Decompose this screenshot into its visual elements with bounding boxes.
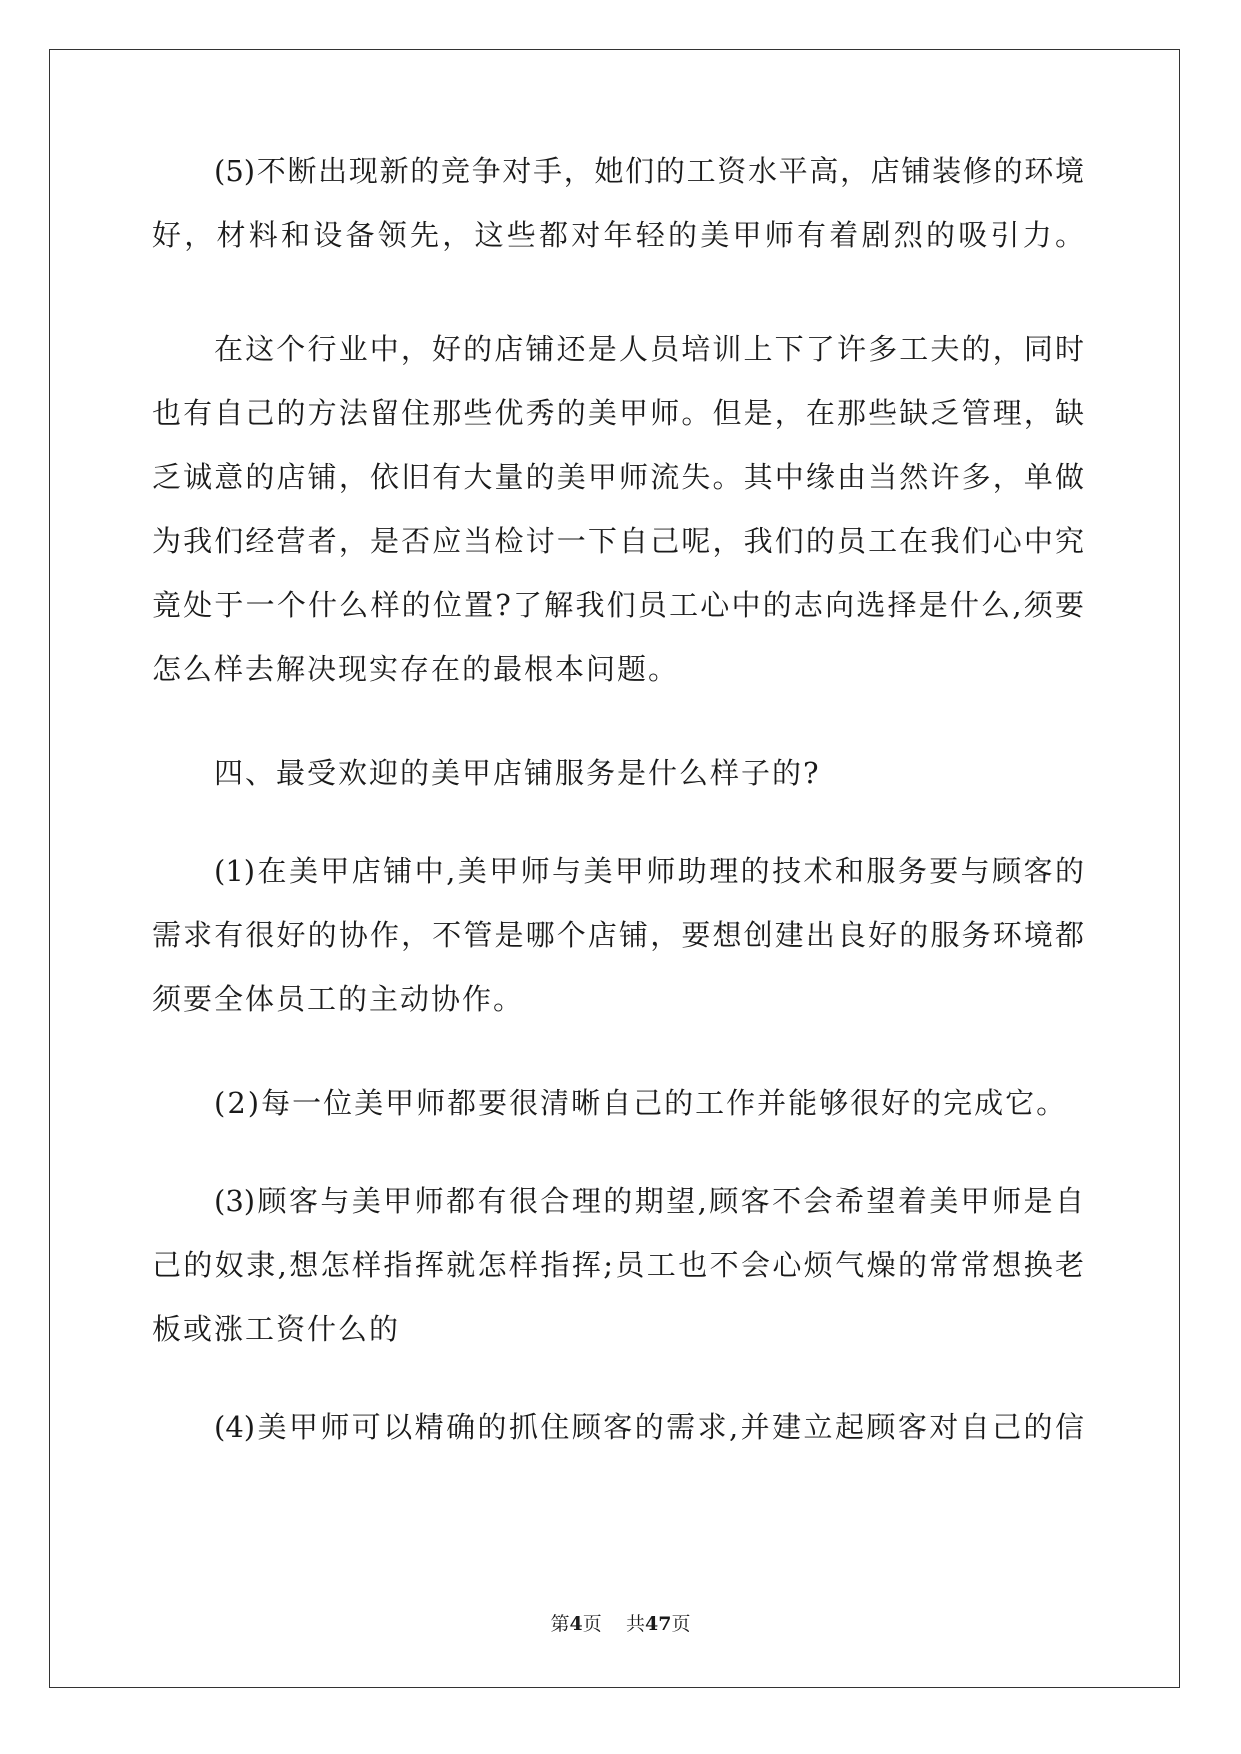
footer-page-unit: 页 [582, 1613, 602, 1635]
text-line: 己的奴隶,想怎样指挥就怎样指挥;员工也不会心烦气燥的常常想换老 [152, 1248, 1084, 1282]
page-footer [0, 1609, 1241, 1636]
text-line: 需求有很好的协作，不管是哪个店铺，要想创建出良好的服务环境都 [152, 918, 1084, 952]
text-line: 怎么样去解决现实存在的最根本问题。 [152, 652, 680, 686]
footer-total-prefix: 共 [625, 1613, 645, 1635]
text-line: (2)每一位美甲师都要很清晰自己的工作并能够很好的完成它。 [214, 1086, 1068, 1120]
footer-total-unit: 页 [671, 1613, 691, 1635]
text-line: 在这个行业中，好的店铺还是人员培训上下了许多工夫的，同时 [214, 332, 1084, 366]
text-line: 为我们经营者，是否应当检讨一下自己呢，我们的员工在我们心中究 [152, 524, 1084, 558]
text-line: (1)在美甲店铺中,美甲师与美甲师助理的技术和服务要与顾客的 [214, 854, 1084, 888]
text-line: 也有自己的方法留住那些优秀的美甲师。但是，在那些缺乏管理，缺 [152, 396, 1084, 430]
text-line: 板或涨工资什么的 [152, 1312, 401, 1346]
footer-prefix: 第 [550, 1613, 570, 1635]
text-line: (3)顾客与美甲师都有很合理的期望,顾客不会希望着美甲师是自 [214, 1184, 1084, 1218]
text-line: (4)美甲师可以精确的抓住顾客的需求,并建立起顾客对自己的信 [214, 1410, 1084, 1444]
text-line: (5)不断出现新的竞争对手，她们的工资水平高，店铺装修的环境 [214, 154, 1084, 188]
text-line: 须要全体员工的主动协作。 [152, 982, 525, 1016]
text-line: 好，材料和设备领先，这些都对年轻的美甲师有着剧烈的吸引力。 [152, 218, 1084, 252]
text-line: 竟处于一个什么样的位置?了解我们员工心中的志向选择是什么,须要 [152, 588, 1084, 622]
text-line: 乏诚意的店铺，依旧有大量的美甲师流失。其中缘由当然许多，单做 [152, 460, 1084, 494]
section-heading: 四、最受欢迎的美甲店铺服务是什么样子的? [214, 756, 821, 790]
footer-total-pages: 47 [644, 1613, 672, 1635]
footer-page-number: 4 [569, 1613, 583, 1635]
